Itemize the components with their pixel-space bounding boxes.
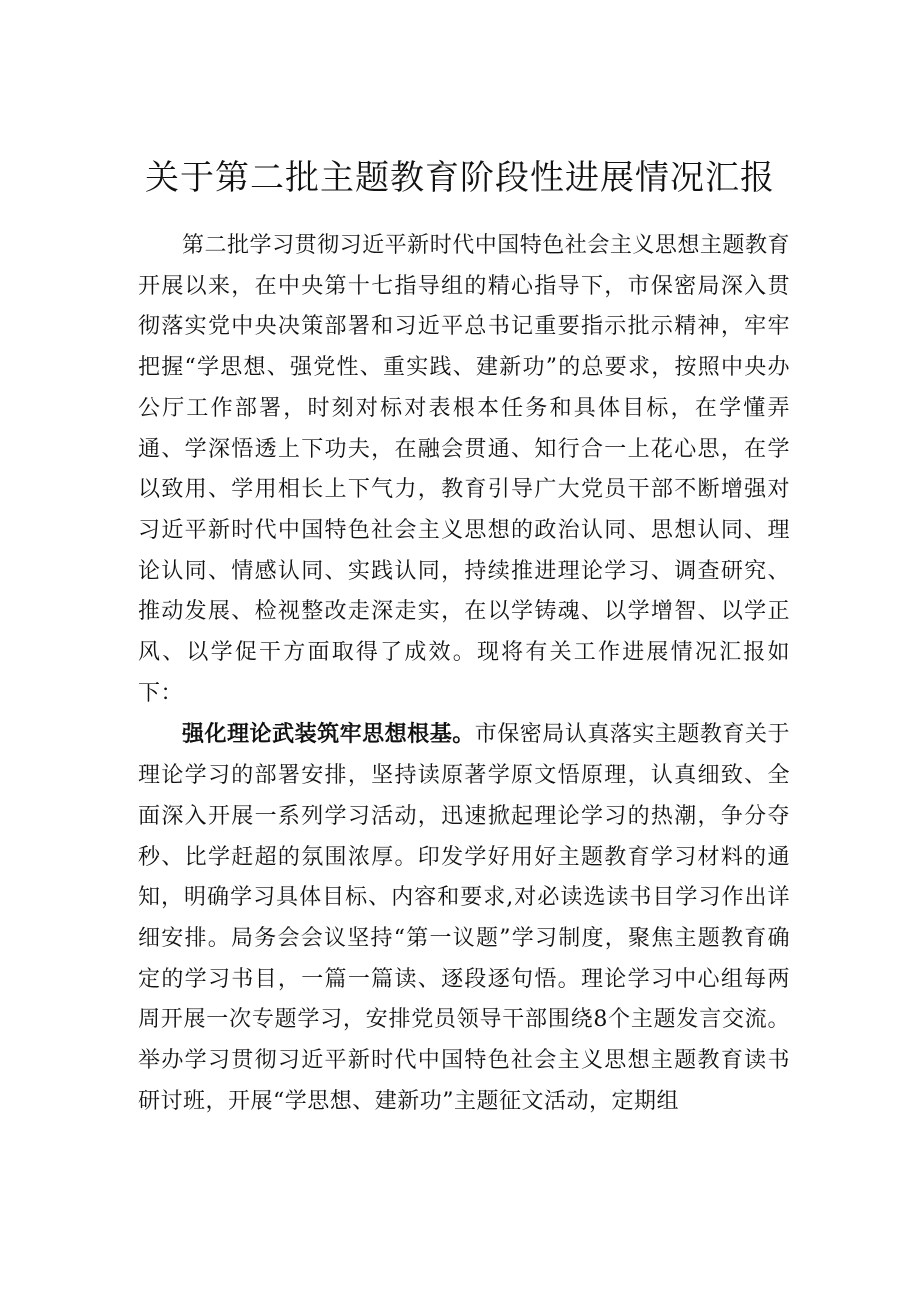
intro-paragraph-text: 第二批学习贯彻习近平新时代中国特色社会主义思想主题教育开展以来，在中央第十七指导组的精心指导下，市保密局深入贯彻落实党中央决策部署和习近平总书记重要指示批示精神，牢牢把握“学思想、强党性、重实践、建新功”的总要求，按照中央办公厅工作部署，时刻对标对表根本任务和具体目标，在学懂弄通、学深悟透上下功夫，在融会贯通、知行合一上花心思，在学以致用、学用相长上下气力，教育引导广大党员干部不断增强对习近平新时代中国特色社会主义思想的政治认同、思想认同、理论认同、情感认同、实践认同，持续推进理论学习、调查研究、推动发展、检视整改走深走实，在以学铸魂、以学增智、以学正风、以学促干方面取得了成效。现将有关工作进展情况汇报如下：: [138, 233, 790, 706]
section-paragraph: [138, 714, 790, 1122]
document-title: 关于第二批主题教育阶段性进展情况汇报: [145, 158, 775, 198]
intro-paragraph: [138, 226, 790, 714]
section-paragraph-text: 市保密局认真落实主题教育关于理论学习的部署安排，坚持读原著学原文悟原理，认真细致、全面深入开展一系列学习活动，迅速掀起理论学习的热潮，争分夺秒、比学赶超的氛围浓厚。印发学好用好主题教育学习材料的通知，明确学习具体目标、内容和要求,对必读选读书目学习作出详细安排。局务会会议坚持“第一议题”学习制度，聚焦主题教育确定的学习书目，一篇一篇读、逐段逐句悟。理论学习中心组每两周开展一次专题学习，安排党员领导干部围绕8个主题发言交流。举办学习贯彻习近平新时代中国特色社会主义思想主题教育读书研讨班，开展“学思想、建新功”主题征文活动，定期组: [138, 722, 790, 1114]
document-body: [138, 226, 790, 1122]
section-heading-lead: 强化理论武装筑牢思想根基。: [182, 721, 475, 748]
